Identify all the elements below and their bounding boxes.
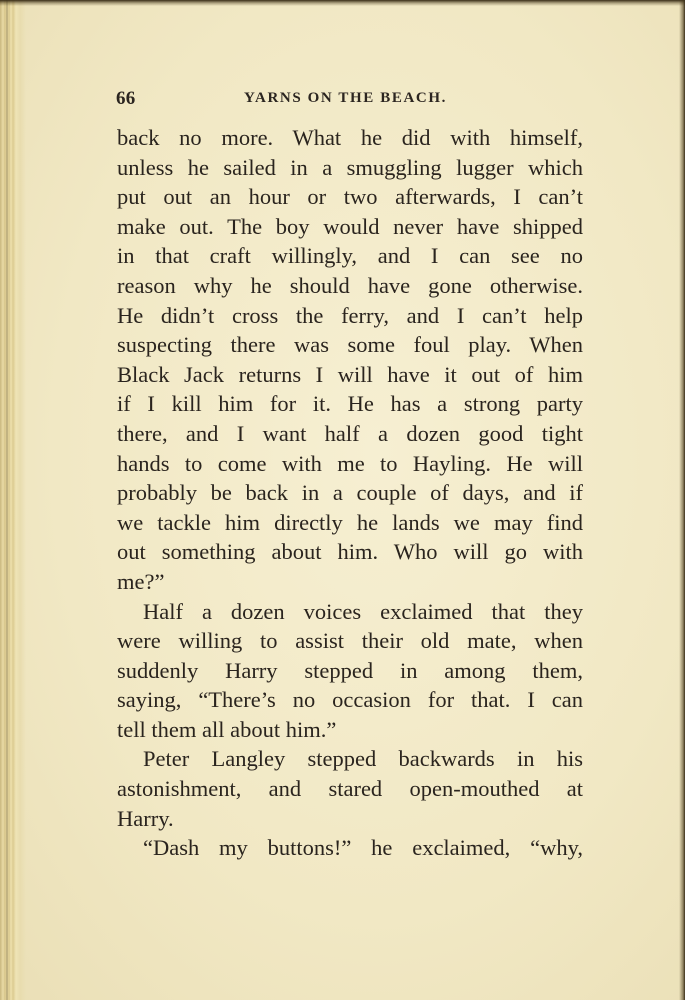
text-line: probably be back in a couple of days, and if [117, 480, 583, 506]
running-head [116, 88, 586, 110]
text-line: if I kill him for it. He has a strong party [117, 391, 583, 417]
text-line: out something about him. Who will go with [117, 539, 583, 565]
text-line: Black Jack returns I will have it out of him [117, 361, 583, 387]
body-text [117, 123, 583, 863]
running-title: YARNS ON THE BEACH. [244, 90, 447, 106]
text-line: astonishment, and stared open-mouthed at [117, 776, 583, 802]
top-page-edge [0, 0, 685, 6]
text-line: hands to come with me to Hayling. He will [117, 450, 583, 476]
text-line: saying, “There’s no occasion for that. I can [117, 687, 583, 713]
text-line: put out an hour or two afterwards, I can’t [117, 184, 583, 210]
text-line: suddenly Harry stepped in among them, [117, 657, 583, 683]
text-line: in that craft willingly, and I can see no [117, 243, 583, 269]
text-line: me?” [117, 568, 165, 594]
text-line: make out. The boy would never have shipped [117, 213, 583, 239]
text-line: we tackle him directly he lands we may find [117, 509, 583, 535]
text-line: unless he sailed in a smuggling lugger which [117, 154, 583, 180]
text-line: Half a dozen voices exclaimed that they [143, 598, 583, 624]
page-number: 66 [116, 88, 136, 109]
text-line: suspecting there was some foul play. When [117, 332, 583, 358]
text-line: there, and I want half a dozen good tight [117, 420, 583, 446]
right-page-edge [679, 0, 685, 1000]
page-binding-edge [0, 0, 26, 1000]
text-line: tell them all about him.” [117, 716, 337, 742]
text-line: back no more. What he did with himself, [117, 125, 583, 150]
text-line: Peter Langley stepped backwards in his [143, 746, 583, 772]
text-line: were willing to assist their old mate, when [117, 628, 583, 654]
binding-line [6, 0, 8, 1000]
text-line: Harry. [117, 805, 174, 831]
text-line: He didn’t cross the ferry, and I can’t help [117, 302, 583, 328]
text-line: reason why he should have gone otherwise. [117, 272, 583, 298]
text-line: “Dash my buttons!” he exclaimed, “why, [143, 835, 583, 861]
